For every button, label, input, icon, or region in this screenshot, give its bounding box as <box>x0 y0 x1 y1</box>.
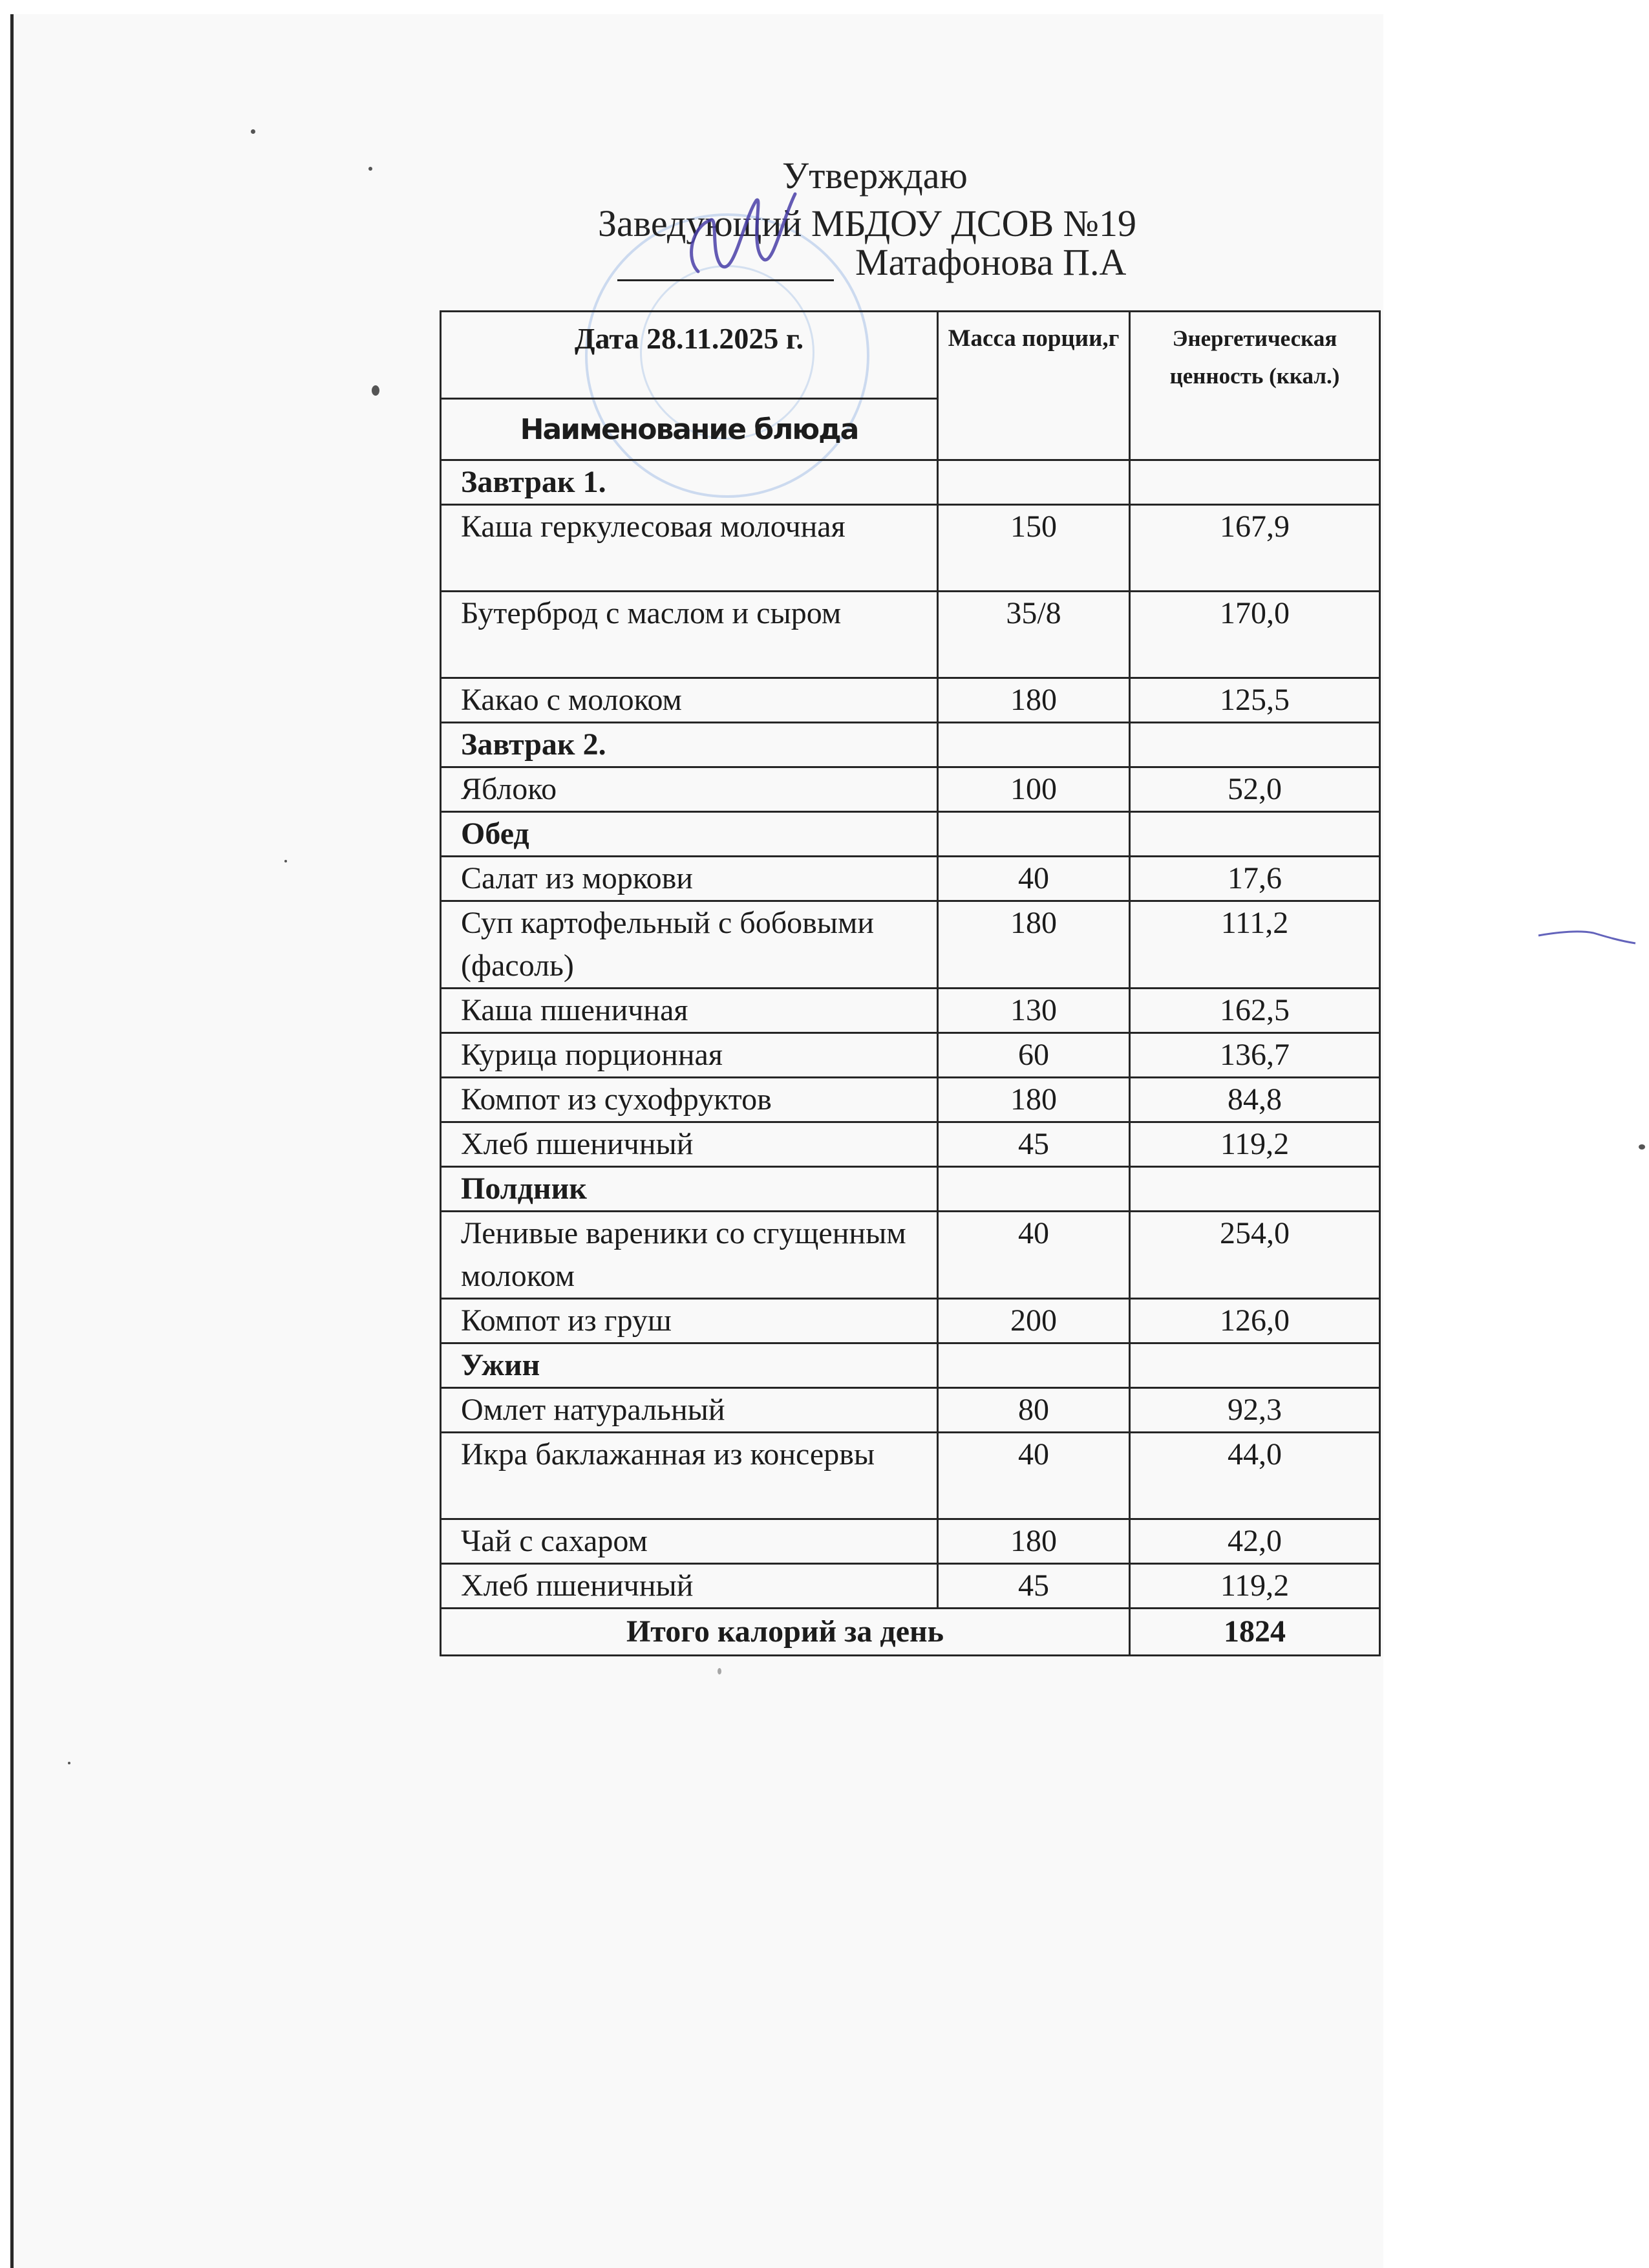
dish-row <box>441 989 1380 1033</box>
energy-value: 17,6 <box>1130 857 1380 901</box>
meal-section-name: Обед <box>441 812 938 857</box>
portion-mass: 40 <box>938 1212 1130 1299</box>
meal-section-row <box>441 812 1380 857</box>
scan-margin-top <box>10 0 1383 14</box>
dish-row <box>441 767 1380 812</box>
header-energy: Энергетическая ценность (ккал.) <box>1130 312 1380 460</box>
energy-value <box>1130 460 1380 505</box>
portion-mass: 80 <box>938 1388 1130 1433</box>
meal-section-name: Ужин <box>441 1343 938 1388</box>
energy-value: 84,8 <box>1130 1078 1380 1122</box>
scan-speck <box>368 167 372 171</box>
portion-mass <box>938 1167 1130 1212</box>
header-mass: Масса порции,г <box>938 312 1130 460</box>
scan-speck <box>718 1668 721 1674</box>
portion-mass: 200 <box>938 1299 1130 1343</box>
dish-name: Салат из моркови <box>441 857 938 901</box>
scan-speck <box>284 860 287 862</box>
scan-speck <box>68 1762 70 1764</box>
meal-section-name: Полдник <box>441 1167 938 1212</box>
dish-row <box>441 1078 1380 1122</box>
energy-value: 126,0 <box>1130 1299 1380 1343</box>
portion-mass <box>938 460 1130 505</box>
portion-mass: 130 <box>938 989 1130 1033</box>
meal-section-row <box>441 460 1380 505</box>
approval-position: Заведующий МБДОУ ДСОВ №19 <box>598 202 1136 244</box>
handwritten-signature <box>672 181 821 284</box>
portion-mass: 60 <box>938 1033 1130 1078</box>
dish-row <box>441 1033 1380 1078</box>
energy-value <box>1130 723 1380 767</box>
dish-row <box>441 1212 1380 1299</box>
energy-value: 92,3 <box>1130 1388 1380 1433</box>
meal-section-row <box>441 723 1380 767</box>
meal-section-name: Завтрак 2. <box>441 723 938 767</box>
approver-name: Матафонова П.А <box>855 241 1127 283</box>
portion-mass: 35/8 <box>938 592 1130 678</box>
portion-mass: 45 <box>938 1122 1130 1167</box>
scan-speck <box>372 385 379 396</box>
portion-mass: 180 <box>938 678 1130 723</box>
portion-mass: 180 <box>938 1519 1130 1564</box>
total-value: 1824 <box>1130 1609 1380 1656</box>
scan-speck <box>251 129 255 134</box>
dish-row <box>441 857 1380 901</box>
portion-mass: 40 <box>938 857 1130 901</box>
dish-name: Чай с сахаром <box>441 1519 938 1564</box>
stray-pen-mark <box>1535 928 1639 947</box>
meal-section-row <box>441 1343 1380 1388</box>
dish-row <box>441 1388 1380 1433</box>
energy-value: 52,0 <box>1130 767 1380 812</box>
dish-row <box>441 901 1380 989</box>
dish-name: Икра баклажанная из консервы <box>441 1433 938 1519</box>
portion-mass: 45 <box>938 1564 1130 1609</box>
dish-name: Бутерброд с маслом и сыром <box>441 592 938 678</box>
dish-name: Омлет натуральный <box>441 1388 938 1433</box>
portion-mass: 100 <box>938 767 1130 812</box>
energy-value: 119,2 <box>1130 1122 1380 1167</box>
dish-name: Яблоко <box>441 767 938 812</box>
dish-name: Курица порционная <box>441 1033 938 1078</box>
portion-mass: 180 <box>938 1078 1130 1122</box>
energy-value <box>1130 812 1380 857</box>
dish-name: Хлеб пшеничный <box>441 1564 938 1609</box>
dish-name: Хлеб пшеничный <box>441 1122 938 1167</box>
approval-title: Утверждаю <box>782 155 968 197</box>
portion-mass: 40 <box>938 1433 1130 1519</box>
dish-row <box>441 1519 1380 1564</box>
dish-row <box>441 1564 1380 1609</box>
energy-value: 167,9 <box>1130 505 1380 592</box>
energy-value: 42,0 <box>1130 1519 1380 1564</box>
energy-value: 111,2 <box>1130 901 1380 989</box>
dish-name: Компот из груш <box>441 1299 938 1343</box>
menu-table <box>440 310 1381 1656</box>
portion-mass <box>938 723 1130 767</box>
energy-value: 170,0 <box>1130 592 1380 678</box>
dish-name: Какао с молоком <box>441 678 938 723</box>
dish-name: Каша пшеничная <box>441 989 938 1033</box>
dish-row <box>441 1433 1380 1519</box>
energy-value: 125,5 <box>1130 678 1380 723</box>
portion-mass <box>938 812 1130 857</box>
total-label: Итого калорий за день <box>441 1609 1130 1656</box>
dish-name: Каша геркулесовая молочная <box>441 505 938 592</box>
header-date: Дата 28.11.2025 г. <box>441 312 938 399</box>
energy-value: 44,0 <box>1130 1433 1380 1519</box>
meal-section-name: Завтрак 1. <box>441 460 938 505</box>
dish-name: Ленивые вареники со сгущенным молоком <box>441 1212 938 1299</box>
scan-edge-shadow <box>10 14 14 2268</box>
dish-name: Суп картофельный с бобовыми (фасоль) <box>441 901 938 989</box>
dish-row <box>441 505 1380 592</box>
portion-mass: 150 <box>938 505 1130 592</box>
dish-row <box>441 592 1380 678</box>
portion-mass <box>938 1343 1130 1388</box>
energy-value: 119,2 <box>1130 1564 1380 1609</box>
energy-value <box>1130 1167 1380 1212</box>
dish-row <box>441 1122 1380 1167</box>
meal-section-row <box>441 1167 1380 1212</box>
header-dish-name: Наименование блюда <box>441 399 938 460</box>
dish-row <box>441 678 1380 723</box>
energy-value: 254,0 <box>1130 1212 1380 1299</box>
energy-value: 162,5 <box>1130 989 1380 1033</box>
energy-value <box>1130 1343 1380 1388</box>
total-row <box>441 1609 1380 1656</box>
energy-value: 136,7 <box>1130 1033 1380 1078</box>
scan-speck <box>1639 1144 1645 1150</box>
portion-mass: 180 <box>938 901 1130 989</box>
dish-row <box>441 1299 1380 1343</box>
dish-name: Компот из сухофруктов <box>441 1078 938 1122</box>
